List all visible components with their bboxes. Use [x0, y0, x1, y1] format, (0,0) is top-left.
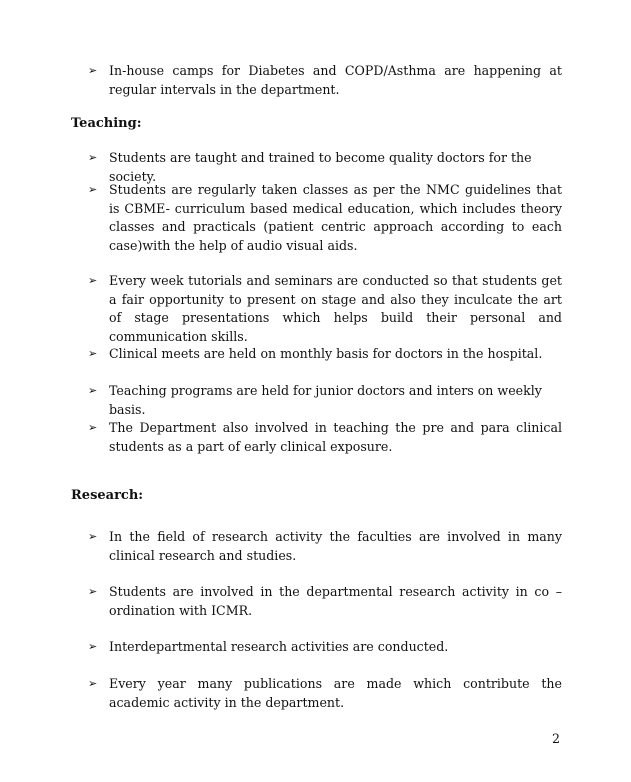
- bullet-text: In the field of research activity the faculties are involved in many clinical research and studies.: [109, 529, 562, 563]
- bullet-item-teaching-4: [88, 345, 562, 364]
- arrow-bullet-icon: ➢: [88, 640, 98, 653]
- bullet-text: Students are involved in the departmental research activity in co –ordination with ICMR.: [109, 584, 562, 618]
- bullet-text: Students are taught and trained to become quality doctors for the society.: [109, 150, 532, 184]
- arrow-bullet-icon: ➢: [88, 274, 98, 287]
- bullet-text: The Department also involved in teaching the pre and para clinical students as a part of early clinical exposure.: [109, 420, 562, 454]
- page-number: 2: [552, 731, 561, 746]
- arrow-bullet-icon: ➢: [88, 151, 98, 164]
- arrow-bullet-icon: ➢: [88, 421, 98, 434]
- bullet-text: In-house camps for Diabetes and COPD/Asthma are happening at regular intervals in the department.: [109, 63, 562, 97]
- arrow-bullet-icon: ➢: [88, 585, 98, 598]
- arrow-bullet-icon: ➢: [88, 530, 98, 543]
- bullet-item-teaching-2: [88, 181, 562, 255]
- arrow-bullet-icon: ➢: [88, 347, 98, 360]
- bullet-text: Teaching programs are held for junior doctors and inters on weekly basis.: [109, 383, 542, 417]
- bullet-item-research-4: [88, 675, 562, 712]
- bullet-text: Interdepartmental research activities are conducted.: [109, 639, 449, 654]
- arrow-bullet-icon: ➢: [88, 183, 98, 196]
- bullet-text: Every week tutorials and seminars are conducted so that students get a fair opportunity to present on stage and also they inculcate the art of stage presentations which helps build their personal and communication skills.: [109, 273, 562, 344]
- bullet-text: Every year many publications are made which contribute the academic activity in the department.: [109, 676, 562, 710]
- bullet-item-teaching-5: [88, 382, 562, 419]
- bullet-item-research-1: [88, 528, 562, 565]
- bullet-item-teaching-3: [88, 272, 562, 346]
- bullet-text: Students are regularly taken classes as per the NMC guidelines that is CBME- curriculum based medical education, which includes theory classes and practicals (patient centric approach according to each case)with the help of audio visual aids.: [109, 182, 562, 253]
- arrow-bullet-icon: ➢: [88, 64, 98, 77]
- bullet-item-teaching-6: [88, 419, 562, 456]
- bullet-item-research-3: [88, 638, 562, 657]
- bullet-item-research-2: [88, 583, 562, 620]
- section-heading-research: Research:: [71, 488, 144, 503]
- arrow-bullet-icon: ➢: [88, 384, 98, 397]
- section-heading-teaching: Teaching:: [71, 116, 142, 131]
- bullet-text: Clinical meets are held on monthly basis for doctors in the hospital.: [109, 346, 543, 361]
- bullet-item-camps: [88, 62, 562, 99]
- arrow-bullet-icon: ➢: [88, 677, 98, 690]
